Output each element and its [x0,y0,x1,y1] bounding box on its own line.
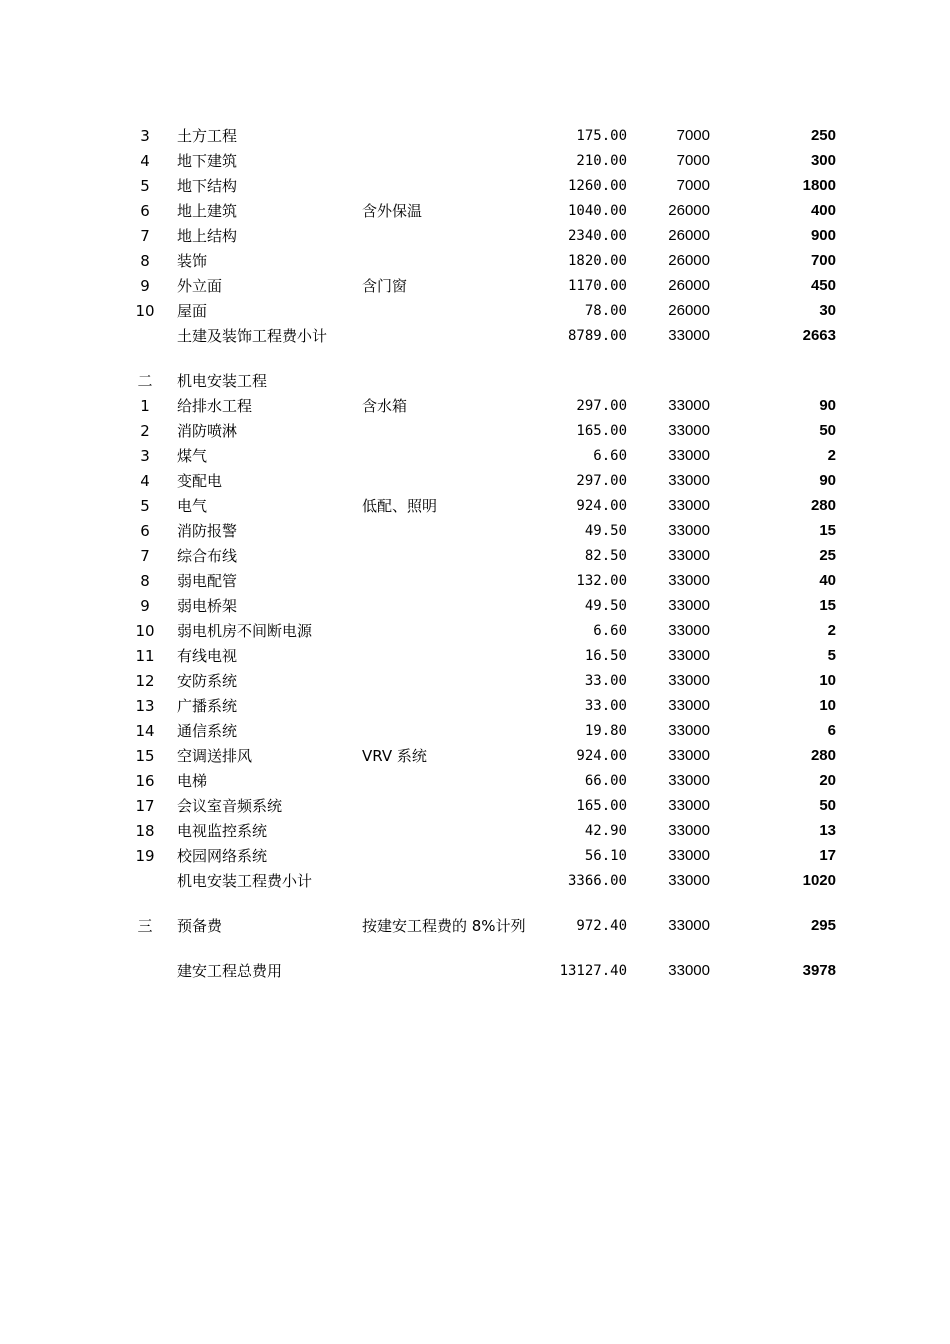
item-total: 13 [819,822,836,839]
item-cost: 6.60 [593,623,627,639]
item-name: 通信系统 [177,722,238,740]
item-name: 有线电视 [177,647,238,665]
item-total: 50 [819,422,836,439]
table-row [0,744,950,768]
item-cost: 165.00 [576,798,627,814]
item-name: 土方工程 [177,127,238,145]
item-cost: 132.00 [576,573,627,589]
item-cost: 19.80 [584,723,627,739]
item-rate: 33000 [668,597,710,614]
item-name: 会议室音频系统 [177,797,283,815]
item-name: 广播系统 [177,697,238,715]
item-name: 弱电机房不间断电源 [177,622,313,640]
item-cost: 49.50 [584,598,627,614]
item-name: 变配电 [177,472,223,490]
item-cost: 1170.00 [567,278,627,294]
item-total: 280 [810,747,836,764]
item-cost: 78.00 [584,303,627,319]
item-total: 2 [827,447,836,464]
table-row [0,299,950,323]
item-total: 1800 [802,177,836,194]
item-rate: 33000 [668,447,710,464]
item-name: 屋面 [177,302,208,320]
item-cost: 2340.00 [567,228,627,244]
item-cost: 1820.00 [567,253,627,269]
item-rate: 26000 [668,202,710,219]
item-rate: 7000 [676,127,710,144]
table-row [0,249,950,273]
table-row [0,369,950,393]
item-rate: 33000 [668,647,710,664]
item-rate: 7000 [676,177,710,194]
table-row [0,794,950,818]
row-index: 4 [140,472,150,490]
table-row [0,844,950,868]
item-name: 电梯 [177,772,208,790]
item-rate: 33000 [668,572,710,589]
item-name: 给排水工程 [177,397,253,415]
table-row [0,174,950,198]
item-rate: 26000 [668,227,710,244]
item-rate: 33000 [668,672,710,689]
table-row [0,719,950,743]
item-name: 消防报警 [177,522,238,540]
table-row [0,124,950,148]
item-total: 6 [827,722,836,739]
item-rate: 33000 [668,522,710,539]
item-total: 2663 [802,327,836,344]
item-total: 250 [810,127,836,144]
item-total: 90 [819,397,836,414]
item-name: 空调送排风 [177,747,253,765]
item-cost: 210.00 [576,153,627,169]
table-row [0,199,950,223]
item-total: 15 [819,597,836,614]
item-rate: 33000 [668,497,710,514]
row-index: 三 [137,917,153,935]
item-name: 消防喷淋 [177,422,238,440]
item-note: 含门窗 [362,277,408,295]
item-cost: 1260.00 [567,178,627,194]
table-row [0,914,950,938]
item-cost: 165.00 [576,423,627,439]
row-index: 二 [137,372,153,390]
item-rate: 33000 [668,722,710,739]
item-name: 建安工程总费用 [177,962,283,980]
item-rate: 33000 [668,772,710,789]
row-index: 6 [140,522,150,540]
item-cost: 924.00 [576,748,627,764]
table-row [0,669,950,693]
item-rate: 26000 [668,277,710,294]
row-index: 3 [140,447,150,465]
table-row [0,869,950,893]
table-row [0,224,950,248]
item-total: 90 [819,472,836,489]
item-name: 外立面 [177,277,223,295]
table-row [0,519,950,543]
table-row [0,419,950,443]
item-note: 含外保温 [362,202,423,220]
row-index: 10 [135,622,155,640]
table-row [0,819,950,843]
item-cost: 297.00 [576,473,627,489]
item-name: 综合布线 [177,547,238,565]
row-index: 14 [135,722,155,740]
table-row [0,569,950,593]
row-index: 7 [140,227,150,245]
item-name: 安防系统 [177,672,238,690]
item-name: 土建及装饰工程费小计 [177,327,328,345]
item-rate: 7000 [676,152,710,169]
item-cost: 66.00 [584,773,627,789]
item-total: 2 [827,622,836,639]
item-cost: 8789.00 [567,328,627,344]
item-cost: 13127.40 [559,963,627,979]
item-cost: 3366.00 [567,873,627,889]
item-cost: 56.10 [584,848,627,864]
item-total: 17 [819,847,836,864]
item-name: 预备费 [177,917,223,935]
item-rate: 26000 [668,302,710,319]
item-cost: 1040.00 [567,203,627,219]
row-index: 18 [135,822,155,840]
row-index: 8 [140,252,150,270]
row-index: 16 [135,772,155,790]
item-name: 地上结构 [177,227,238,245]
item-rate: 33000 [668,797,710,814]
item-total: 25 [819,547,836,564]
item-total: 15 [819,522,836,539]
row-index: 11 [135,647,155,665]
item-cost: 42.90 [584,823,627,839]
item-note: 低配、照明 [362,497,438,515]
item-total: 50 [819,797,836,814]
table-row [0,469,950,493]
row-index: 9 [140,277,150,295]
table-row [0,619,950,643]
item-rate: 33000 [668,962,710,979]
item-cost: 33.00 [584,698,627,714]
item-cost: 972.40 [576,918,627,934]
item-total: 10 [819,697,836,714]
item-rate: 33000 [668,917,710,934]
row-index: 9 [140,597,150,615]
item-cost: 924.00 [576,498,627,514]
item-rate: 33000 [668,397,710,414]
item-cost: 82.50 [584,548,627,564]
table-row [0,644,950,668]
item-rate: 33000 [668,822,710,839]
table-row [0,959,950,983]
item-name: 地下结构 [177,177,238,195]
item-rate: 33000 [668,547,710,564]
item-name: 弱电配管 [177,572,238,590]
item-total: 20 [819,772,836,789]
item-name: 地上建筑 [177,202,238,220]
row-index: 6 [140,202,150,220]
item-total: 40 [819,572,836,589]
table-row [0,149,950,173]
item-rate: 33000 [668,697,710,714]
item-rate: 33000 [668,847,710,864]
row-index: 10 [135,302,155,320]
item-rate: 33000 [668,622,710,639]
row-index: 15 [135,747,155,765]
item-total: 30 [819,302,836,319]
item-name: 电视监控系统 [177,822,268,840]
item-name: 地下建筑 [177,152,238,170]
item-total: 280 [810,497,836,514]
table-row [0,694,950,718]
item-name: 煤气 [177,447,208,465]
table-row [0,544,950,568]
row-index: 5 [140,177,150,195]
item-cost: 297.00 [576,398,627,414]
item-name: 机电安装工程 [177,372,268,390]
item-rate: 33000 [668,747,710,764]
item-total: 900 [810,227,836,244]
item-rate: 33000 [668,422,710,439]
row-index: 3 [140,127,150,145]
table-row [0,444,950,468]
row-index: 12 [135,672,155,690]
item-cost: 175.00 [576,128,627,144]
table-row [0,274,950,298]
table-row [0,494,950,518]
row-index: 5 [140,497,150,515]
item-note: VRV 系统 [362,747,427,765]
item-cost: 16.50 [584,648,627,664]
item-total: 700 [810,252,836,269]
row-index: 2 [140,422,150,440]
item-note: 按建安工程费的 8%计列 [362,917,526,935]
item-total: 295 [810,917,836,934]
item-total: 3978 [802,962,836,979]
item-name: 校园网络系统 [177,847,268,865]
item-cost: 6.60 [593,448,627,464]
row-index: 7 [140,547,150,565]
row-index: 8 [140,572,150,590]
item-total: 5 [827,647,836,664]
item-total: 400 [810,202,836,219]
item-total: 10 [819,672,836,689]
table-row [0,769,950,793]
table-row [0,594,950,618]
item-total: 1020 [802,872,836,889]
row-index: 4 [140,152,150,170]
item-name: 机电安装工程费小计 [177,872,313,890]
table-row [0,394,950,418]
item-cost: 33.00 [584,673,627,689]
table-row [0,324,950,348]
item-rate: 33000 [668,327,710,344]
item-note: 含水箱 [362,397,408,415]
row-index: 19 [135,847,155,865]
item-name: 电气 [177,497,208,515]
item-rate: 33000 [668,472,710,489]
row-index: 1 [140,397,150,415]
item-total: 300 [810,152,836,169]
item-cost: 49.50 [584,523,627,539]
row-index: 17 [135,797,155,815]
item-name: 弱电桥架 [177,597,238,615]
row-index: 13 [135,697,155,715]
item-rate: 33000 [668,872,710,889]
item-name: 装饰 [177,252,208,270]
item-total: 450 [810,277,836,294]
item-rate: 26000 [668,252,710,269]
